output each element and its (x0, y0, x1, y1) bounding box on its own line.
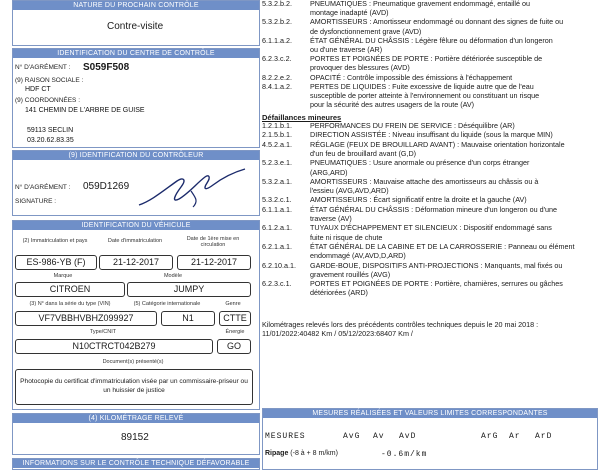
centre-agrement-label: N° D'AGRÉMENT : (15, 64, 71, 71)
kilometrage-value: 89152 (121, 432, 149, 443)
mineure-line-code: 6.2.3.c.1. (262, 279, 292, 289)
mineure-line-text: DIRECTION ASSISTÉE : Niveau insuffisant du liquide (sous la marque MIN) (310, 130, 553, 140)
majeure-line-row (262, 28, 421, 36)
mineure-line-code: 5.2.3.e.1. (262, 158, 292, 168)
mesures-col-avg: AvG (343, 432, 361, 441)
mineure-line-row (262, 178, 538, 186)
mineure-line-text: (ARG,ARD) (310, 167, 348, 177)
mineure-line-row (262, 169, 348, 177)
vehicule-section (12, 220, 260, 410)
vin-label: (3) N° dans la série du type (VIN) (29, 301, 111, 307)
majeure-line-code: 6.2.3.c.2. (262, 54, 292, 64)
majeure-line-code: 5.3.2.b.2. (262, 17, 292, 27)
documents-value: Photocopie du certificat d'immatriculation visée par un commissaire-priseur ou un huissier de justice (15, 369, 253, 405)
mineure-line-code: 1.2.1.b.1. (262, 121, 292, 130)
mineure-line-text: d'un feu de brouillard avant (G,D) (310, 148, 417, 158)
mineure-line-code: 4.5.2.a.1. (262, 139, 292, 149)
controleur-agrement-label: N° D'AGRÉMENT : (15, 184, 71, 191)
majeure-line-row (262, 46, 382, 54)
controleur-header: (9) IDENTIFICATION DU CONTRÔLEUR (13, 151, 259, 160)
vehicule-header: IDENTIFICATION DU VÉHICULE (13, 221, 259, 230)
centre-section (12, 48, 260, 148)
mineure-line-text: TUYAUX D'ÉCHAPPEMENT ET SILENCIEUX : Dispositif endommagé sans (310, 223, 552, 233)
majeure-line-text: PORTES ET POIGNÉES DE PORTE : Portière détériorée susceptible de (310, 54, 543, 64)
date-first-label: Date de 1ère mise en circulation (186, 236, 240, 248)
centre-header: IDENTIFICATION DU CENTRE DE CONTRÔLE (13, 49, 259, 58)
majeure-line-text: ou d'une traverse (AR) (310, 45, 383, 54)
categorie-label: (5) Catégorie internationale (133, 301, 201, 307)
majeure-line-row (262, 74, 512, 82)
mineure-line-text: fuite ni risque de chute (310, 232, 383, 242)
majeure-line-text: montage inadapté (AVD) (310, 8, 389, 18)
mineure-line-text: endommagé (AV,AVD,D,ARD) (310, 251, 406, 261)
mineure-line-row (262, 271, 390, 279)
controleur-agrement-value: 059D1269 (83, 181, 130, 192)
mineure-line-text: GARDE-BOUE, DISPOSITIFS ANTI-PROJECTIONS : Manquants, mal fixés ou (310, 260, 563, 270)
marque-label: Marque (53, 273, 73, 279)
mineure-line-text: ÉTAT GÉNÉRAL DE LA CABINE ET DE LA CARROSSERIE : Panneau ou élément (310, 241, 575, 251)
majeure-line-text: AMORTISSEURS : Amortisseur endommagé ou donnant des signes de fuite ou (310, 17, 564, 27)
mineure-line-text: détériorées (ARD) (310, 288, 368, 298)
mesures-label: MESURES (265, 432, 306, 441)
modele-label: Modèle (163, 273, 183, 279)
ripage-label (265, 450, 338, 457)
mineure-line-text: gravement rouillés (AVG) (310, 269, 391, 279)
address-line-2: 59113 SECLIN (27, 127, 74, 134)
info-section (12, 458, 260, 470)
mineure-line-text: RÉGLAGE (FEUX DE BROUILLARD AVANT) : Mauvaise orientation horizontale (310, 139, 565, 149)
km-note-line-1: Kilométrages relevés lors des précédents contrôles techniques depuis le 20 mai 2018 : (262, 320, 539, 329)
mesures-col-ar: Ar (509, 432, 521, 441)
modele-value: JUMPY (127, 282, 251, 297)
mineure-line-row (262, 159, 529, 167)
majeure-line-code: 8.4.1.a.2. (262, 81, 292, 91)
mineure-line-code: 6.2.1.a.1. (262, 241, 292, 251)
mesures-header: MESURES RÉALISÉES ET VALEURS LIMITES CORRESPONDANTES (263, 409, 597, 418)
majeure-line-row (262, 64, 410, 72)
controleur-section (12, 150, 260, 216)
mineure-line-row (262, 215, 352, 223)
phone: 03.20.62.83.35 (27, 137, 74, 144)
majeure-line-row (262, 9, 389, 17)
mineure-line-row (262, 280, 563, 288)
mesures-section (262, 408, 598, 470)
mineure-line-code: 5.3.2.c.1. (262, 195, 292, 205)
majeure-line-row (262, 101, 474, 109)
immat-label: (2) Immatriculation et pays (22, 238, 88, 244)
majeure-line-code: 6.1.1.a.2. (262, 35, 292, 45)
mineure-line-row (262, 243, 574, 251)
mineure-line-row (262, 131, 553, 139)
mineure-line-text: PORTES ET POIGNÉES DE PORTE : Portière, charnières, serrures ou gâches (310, 279, 563, 289)
kilometrage-header: (4) KILOMÉTRAGE RELEVÉ (13, 414, 259, 423)
signature-image (133, 161, 253, 215)
majeure-line-row (262, 83, 534, 91)
mineure-line-row (262, 196, 527, 204)
signature-label: SIGNATURE : (15, 198, 57, 205)
mineure-line-text: traverse (AV) (310, 214, 352, 223)
mineure-line-text: AMORTISSEURS : Mauvaise attache des amortisseurs au châssis ou à (310, 176, 539, 186)
energie-label: Énergie (225, 329, 245, 335)
address-line-1: 141 CHEMIN DE L'ARBRE DE GUISE (25, 107, 145, 114)
majeure-line-text: OPACITÉ : Contrôle impossible des émissions à l'échappement (310, 72, 513, 82)
majeure-line-row (262, 0, 530, 8)
mineure-line-row (262, 224, 552, 232)
majeure-line-text: PNEUMATIQUES : Pneumatique gravement endommagé, entaillé ou (310, 0, 530, 8)
mineure-line-text: ÉTAT GÉNÉRAL DU CHÂSSIS : Déformation mineure d'un longeron ou d'une (310, 204, 557, 214)
majeure-line-code: 8.2.2.e.2. (262, 72, 292, 82)
mineure-line-row (262, 252, 406, 260)
majeure-line-text: PERTES DE LIQUIDES : Fuite excessive de liquide autre que de l'eau (310, 81, 534, 91)
majeure-line-code: 5.3.2.b.2. (262, 0, 292, 8)
kilometrage-section (12, 413, 260, 455)
mineure-line-text: l'essieu (AVG,AVD,ARD) (310, 186, 389, 196)
mineure-line-row (262, 122, 515, 130)
majeure-line-text: pour la sécurité des autres usagers de la route (AV) (310, 100, 475, 110)
mineure-line-code: 2.1.5.b.1. (262, 130, 292, 140)
prochain-header: NATURE DU PROCHAIN CONTRÔLE (13, 1, 259, 10)
documents-label: Document(s) présenté(s) (102, 359, 164, 365)
prochain-section (12, 0, 260, 46)
energie-value: GO (217, 339, 251, 354)
majeure-line-row (262, 92, 539, 100)
date-first-value: 21-12-2017 (177, 255, 251, 270)
majeure-line-row (262, 18, 563, 26)
mineure-line-code: 6.2.10.a.1. (262, 260, 296, 270)
raison-sociale-label: (9) RAISON SOCIALE : (15, 77, 84, 84)
mesures-col-avd: AvD (399, 432, 417, 441)
coordonnees-label: (9) COORDONNÉES : (15, 97, 81, 104)
mineure-line-code: 5.3.2.a.1. (262, 176, 292, 186)
centre-agrement-value: S059F508 (83, 62, 130, 73)
mineure-line-row (262, 150, 416, 158)
raison-sociale-value: HDF CT (25, 86, 51, 93)
immat-value: ES-986-YB (F) (15, 255, 97, 270)
km-note-line-2: 11/01/2022:40482 Km / 05/12/2023:68407 Km / (262, 329, 413, 338)
mineure-line-code: 6.1.1.a.1. (262, 204, 292, 214)
majeure-line-text: ÉTAT GÉNÉRAL DU CHÂSSIS : Légère fêlure ou déformation d'un longeron (310, 35, 553, 45)
mineure-line-text: PERFORMANCES DU FREIN DE SERVICE : Déséquilibre (AR) (310, 121, 515, 130)
majeure-line-text: provoquer des blessures (AVD) (310, 63, 410, 73)
mineures-title: Défaillances mineures (262, 113, 342, 122)
marque-value: CITROEN (15, 282, 125, 297)
mineure-line-row (262, 234, 382, 242)
genre-label: Genre (225, 301, 241, 307)
type-label: Type/CNIT (89, 329, 117, 335)
ripage-limit: (-8 à + 8 m/km) (290, 450, 338, 457)
info-header: INFORMATIONS SUR LE CONTRÔLE TECHNIQUE DÉFAVORABLE (13, 459, 259, 468)
mesures-col-ard: ArD (535, 432, 553, 441)
majeure-line-text: de dysfonctionnement grave (AVD) (310, 26, 422, 36)
type-value: N10CTRCT042B279 (15, 339, 213, 354)
categorie-value: N1 (161, 311, 215, 326)
mineure-line-row (262, 262, 562, 270)
ripage-value: -0.6m/km (381, 450, 428, 459)
mineure-line-code: 6.1.2.a.1. (262, 223, 292, 233)
majeure-line-text: susceptible de porter atteinte à l'environnement ou constituant un risque (310, 91, 540, 100)
vin-value: VF7VBBHVBHZ099927 (15, 311, 157, 326)
mineure-line-row (262, 206, 557, 214)
majeure-line-row (262, 55, 542, 63)
mineure-line-text: PNEUMATIQUES : Usure anormale ou présence d'un corps étranger (310, 158, 530, 168)
mesures-col-av: Av (373, 432, 385, 441)
mineure-line-row (262, 187, 389, 195)
date-immat-value: 21-12-2017 (99, 255, 173, 270)
mineure-line-row (262, 141, 565, 149)
mineure-line-row (262, 289, 368, 297)
prochain-value: Contre-visite (107, 21, 164, 32)
mesures-col-arg: ArG (481, 432, 499, 441)
ripage-title: Ripage (265, 450, 289, 457)
mineure-line-text: AMORTISSEURS : Écart significatif entre la droite et la gauche (AV) (310, 195, 527, 205)
date-immat-label: Date d'immatriculation (107, 238, 163, 244)
majeure-line-row (262, 37, 553, 45)
genre-value: CTTE (219, 311, 251, 326)
